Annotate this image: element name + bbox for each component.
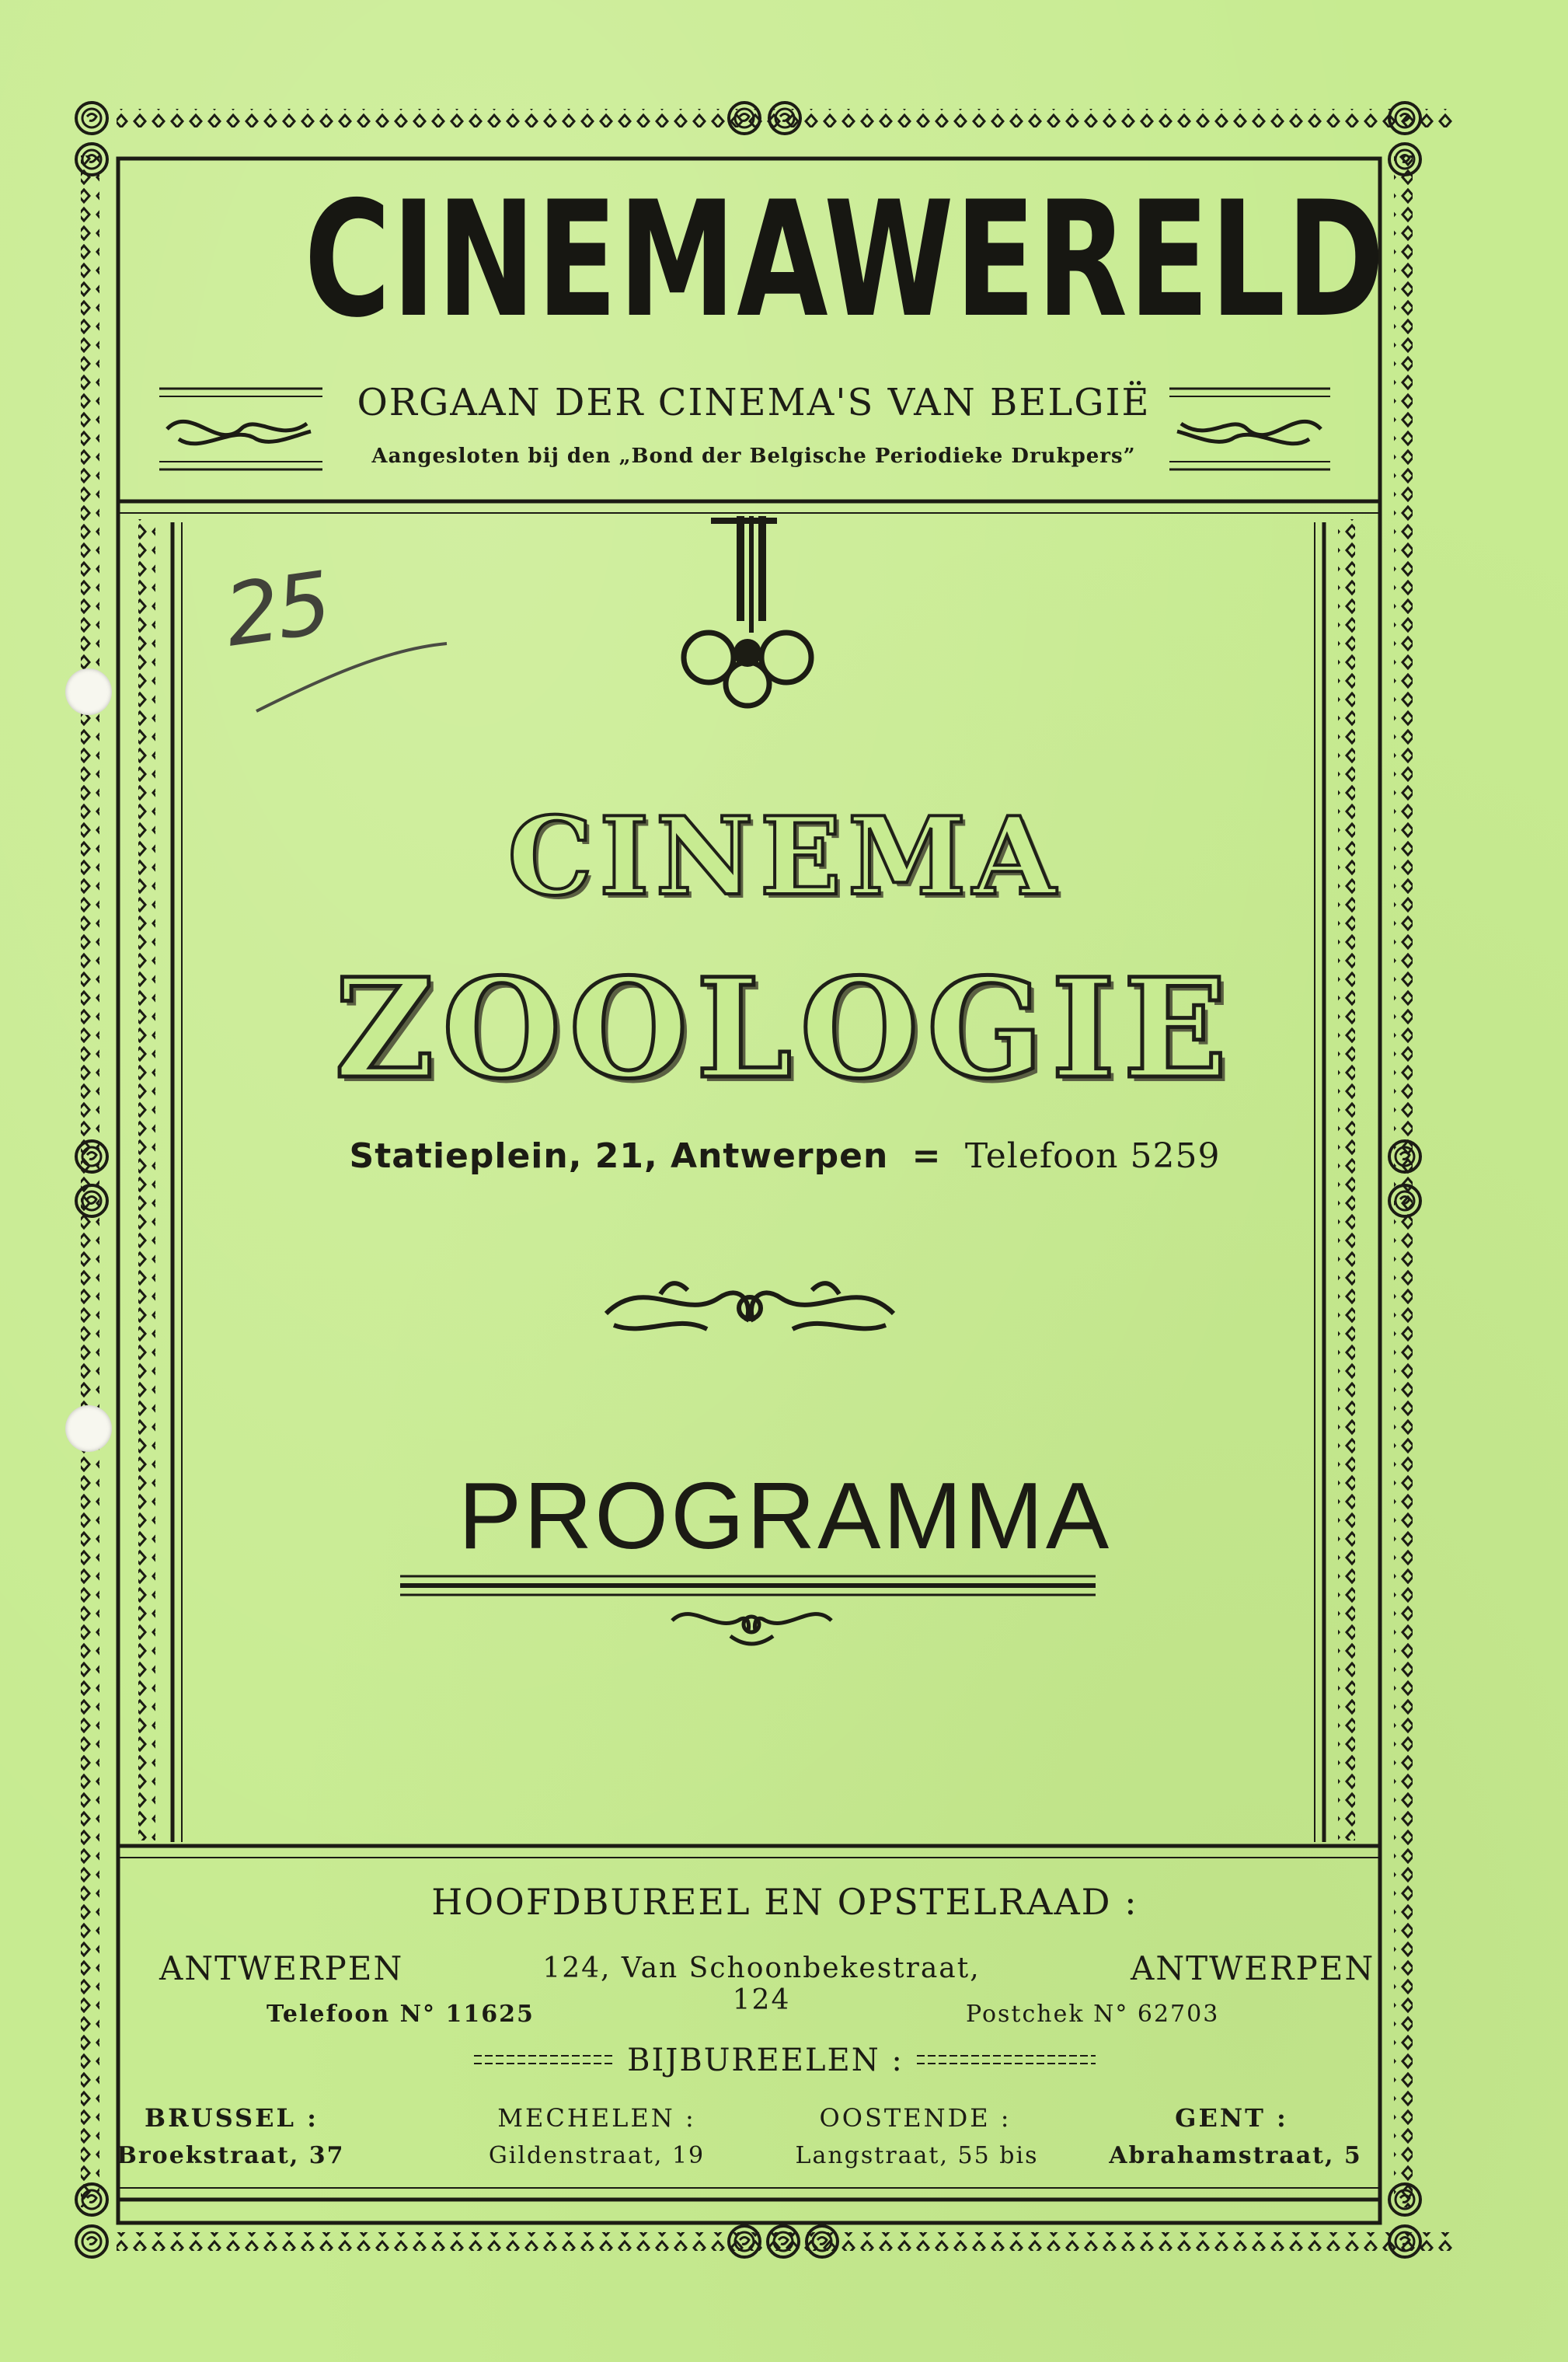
branch-address-gent: Abrahamstraat, 5	[1109, 2142, 1362, 2169]
cinema-name-line2: ZOOLOGIE	[334, 948, 1235, 1109]
cinema-address-line	[233, 1136, 1336, 1176]
handwritten-note: 25	[218, 553, 335, 666]
branch-address-mechelen: Gildenstraat, 19	[488, 2142, 706, 2169]
programma-title: PROGRAMMA	[458, 1463, 1112, 1568]
branch-city-gent: GENT :	[1175, 2103, 1288, 2133]
masthead-title: CINEMAWERELD	[304, 168, 1386, 353]
office-city-right: ANTWERPEN	[1131, 1949, 1375, 1987]
office-heading: HOOFDBUREEL EN OPSTELRAAD :	[431, 1881, 1138, 1923]
branch-address-oostende: Langstraat, 55 bis	[795, 2142, 1039, 2169]
branch-address-brussel: Broekstraat, 37	[117, 2142, 345, 2169]
branch-city-oostende: OOSTENDE :	[819, 2103, 1012, 2133]
masthead-affiliation: Aangesloten bij den „Bond der Belgische Periodieke Drukpers”	[371, 445, 1136, 468]
address-separator: =	[911, 1136, 942, 1176]
masthead-subtitle: ORGAAN DER CINEMA'S VAN BELGIË	[357, 381, 1151, 424]
branch-city-mechelen: MECHELEN :	[497, 2103, 696, 2133]
office-street: 124, Van Schoonbekestraat, 124	[542, 1952, 981, 2016]
office-postcheck: Postchek N° 62703	[966, 2001, 1220, 2028]
office-telephone: Telefoon N° 11625	[267, 2001, 535, 2028]
office-city-left: ANTWERPEN	[159, 1949, 404, 1987]
branch-city-brussel: BRUSSEL :	[145, 2103, 319, 2133]
cinema-name-line1: CINEMA	[507, 793, 1062, 919]
cinema-address: Statieplein, 21, Antwerpen	[349, 1136, 889, 1176]
punch-hole-top	[65, 668, 112, 715]
cinema-telephone: Telefoon 5259	[964, 1136, 1221, 1176]
punch-hole-bottom	[65, 1405, 112, 1452]
branches-heading: BIJBUREELEN :	[627, 2043, 904, 2078]
